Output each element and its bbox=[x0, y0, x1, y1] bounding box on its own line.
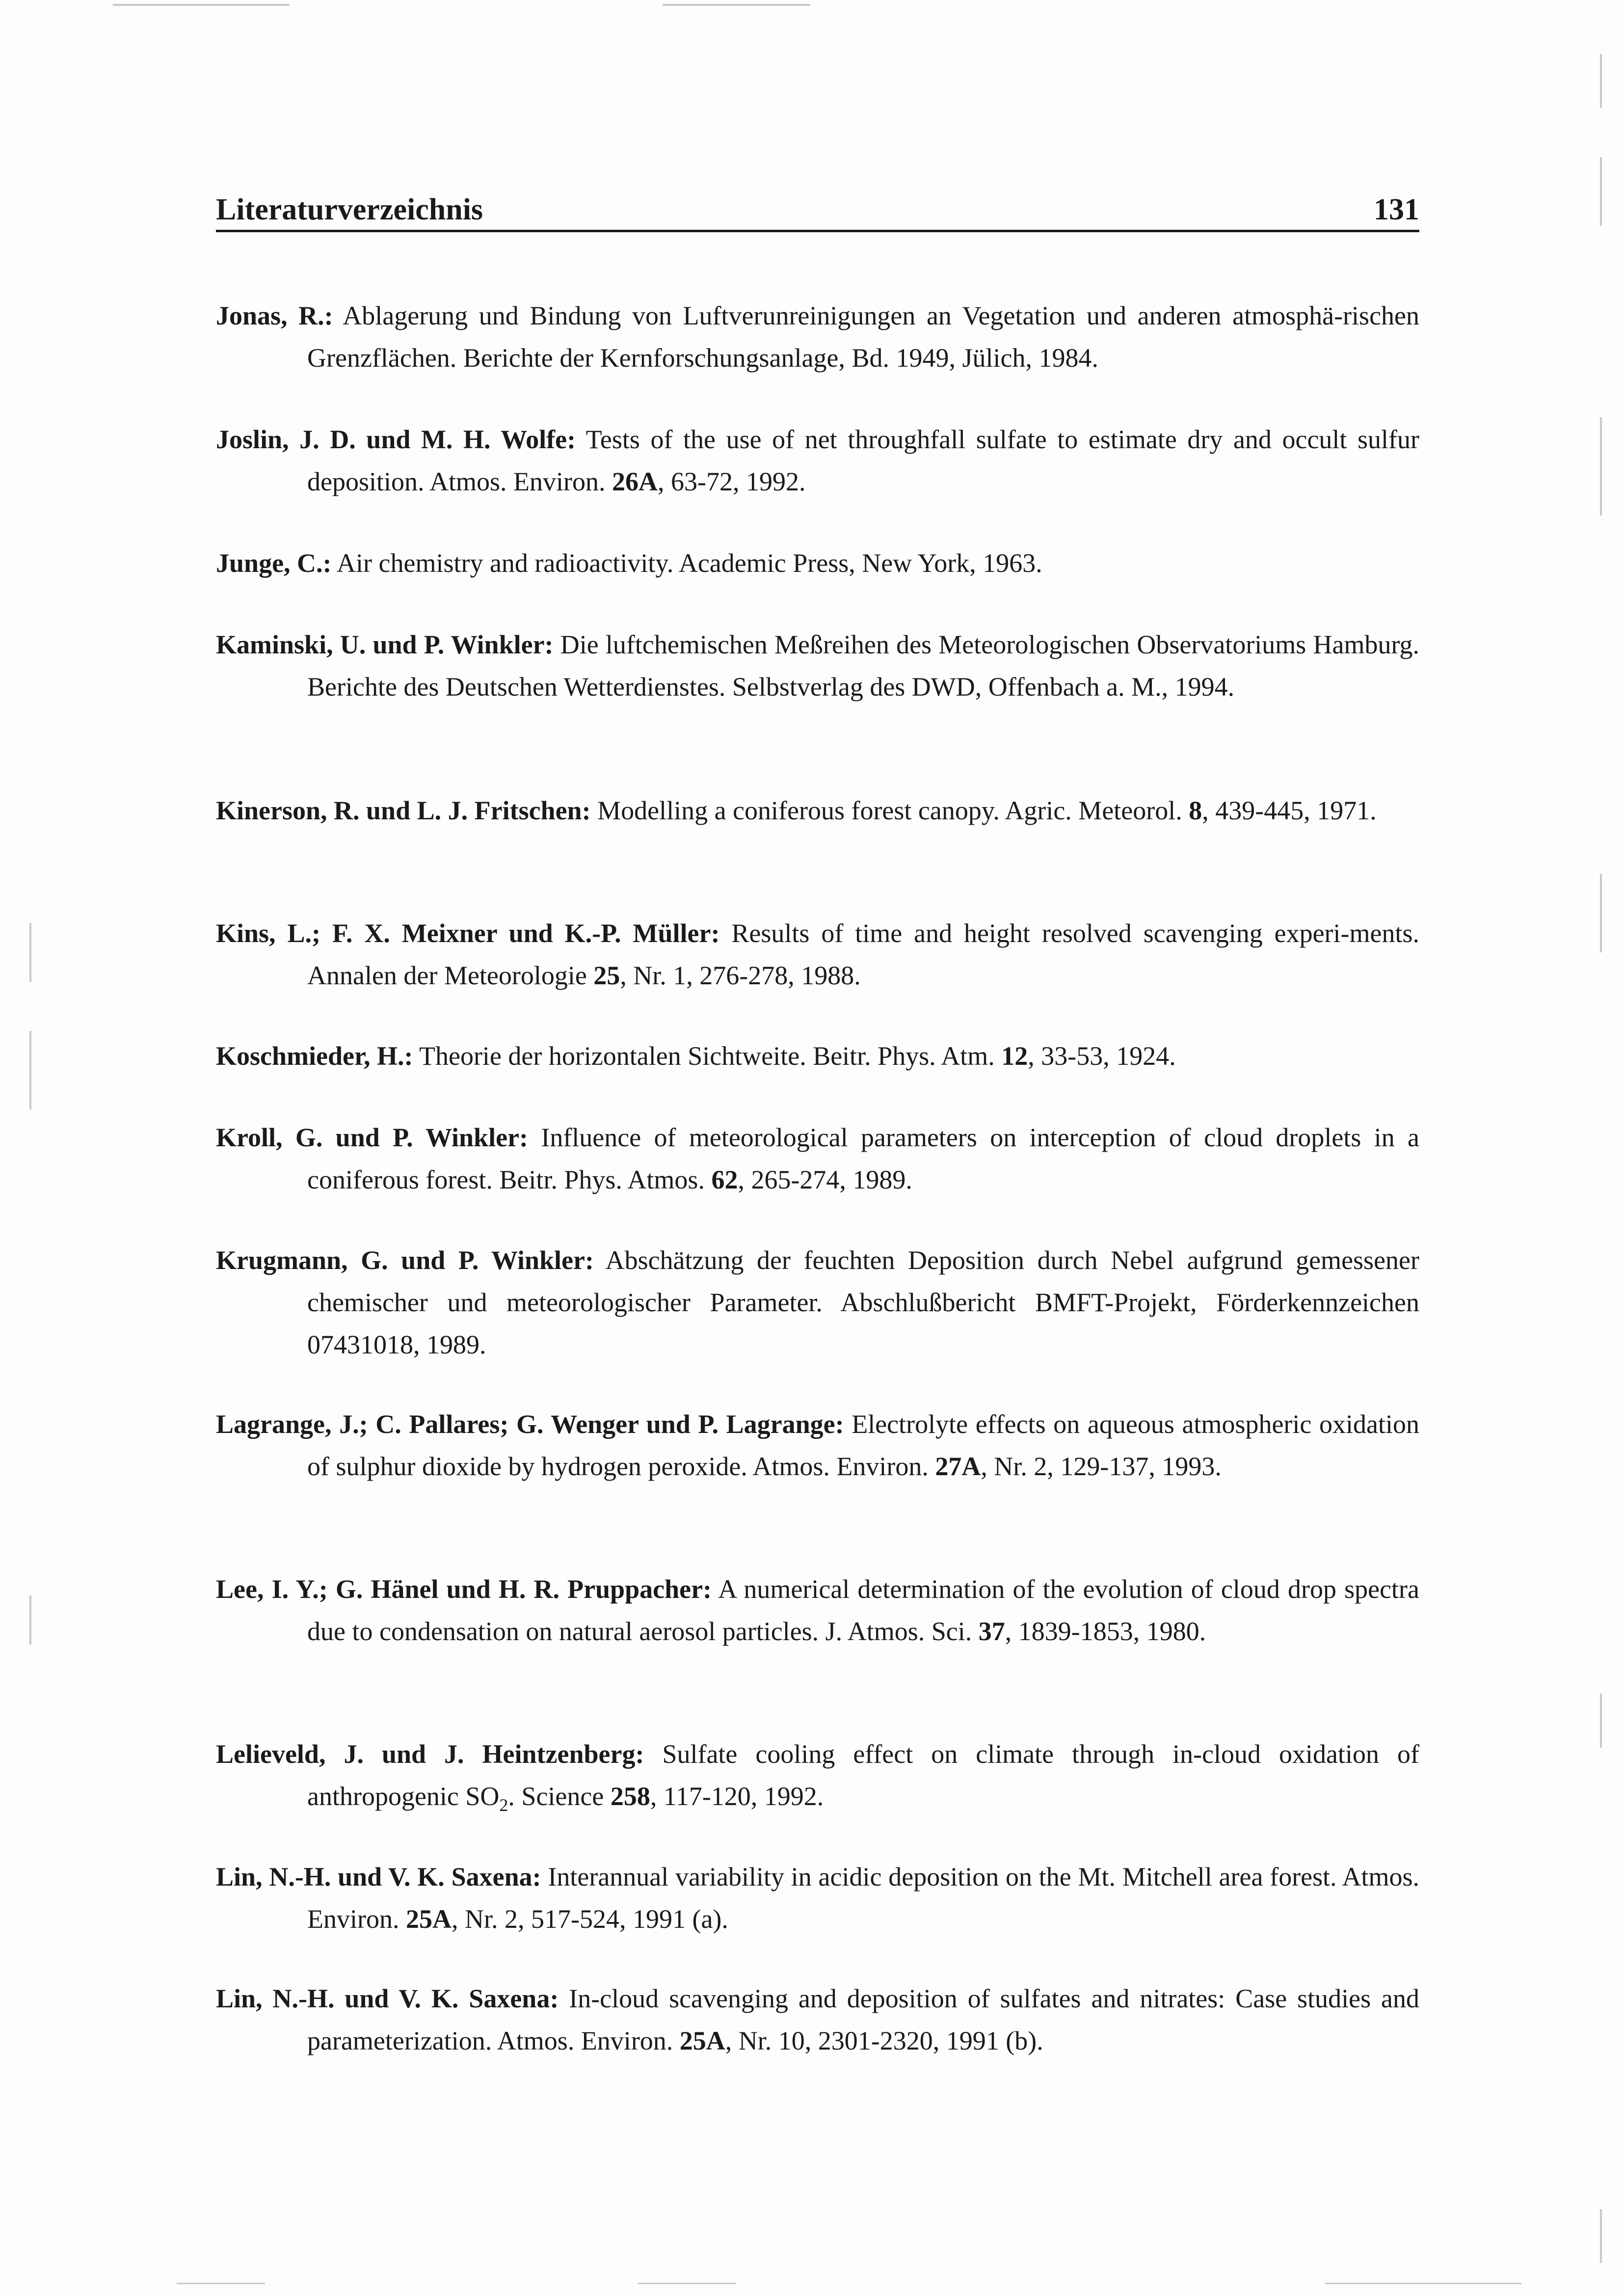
scan-edge-mark bbox=[1600, 157, 1602, 226]
reference-entry bbox=[216, 1568, 1419, 1652]
reference-text: , 439-445, 1971. bbox=[1202, 796, 1377, 825]
reference-text: Interannual variability in acidic deposition on the Mt. Mitchell area forest. Atmos. Environ. bbox=[307, 1862, 1419, 1934]
reference-volume: 62 bbox=[711, 1165, 738, 1194]
scan-edge-mark bbox=[1600, 417, 1602, 515]
scan-edge-mark bbox=[29, 923, 31, 982]
page-number: 131 bbox=[1374, 193, 1419, 226]
reference-authors: Lin, N.-H. und V. K. Saxena: bbox=[216, 1862, 541, 1891]
reference-volume: 12 bbox=[1001, 1041, 1028, 1071]
header-title: Literaturverzeichnis bbox=[216, 193, 483, 226]
reference-authors: Krugmann, G. und P. Winkler: bbox=[216, 1245, 594, 1275]
reference-volume: 8 bbox=[1189, 796, 1202, 825]
scan-edge-mark bbox=[663, 4, 810, 6]
scan-edge-mark bbox=[29, 1595, 31, 1645]
reference-entry bbox=[216, 1035, 1419, 1077]
reference-authors: Kins, L.; F. X. Meixner und K.-P. Müller: bbox=[216, 918, 720, 948]
reference-text: , 33-53, 1924. bbox=[1028, 1041, 1176, 1071]
scan-edge-mark bbox=[1600, 2209, 1602, 2263]
reference-entry bbox=[216, 1403, 1419, 1487]
reference-volume: 26A bbox=[612, 467, 658, 496]
reference-volume: 258 bbox=[610, 1782, 650, 1811]
reference-authors: Kaminski, U. und P. Winkler: bbox=[216, 630, 554, 659]
reference-entry bbox=[216, 1977, 1419, 2062]
reference-text: , Nr. 1, 276-278, 1988. bbox=[620, 961, 861, 990]
reference-entry bbox=[216, 542, 1419, 584]
reference-entry bbox=[216, 1239, 1419, 1366]
reference-text: Ablagerung und Bindung von Luftverunreinigungen an Vegetation und anderen atmosphä-rischen Grenzflächen. Berichte der Kernforschungsanlage, Bd. 1949, Jülich, 1984. bbox=[307, 301, 1419, 373]
reference-authors: Joslin, J. D. und M. H. Wolfe: bbox=[216, 425, 576, 454]
reference-entry bbox=[216, 789, 1419, 832]
reference-authors: Lagrange, J.; C. Pallares; G. Wenger und P. Lagrange: bbox=[216, 1409, 844, 1439]
reference-entry bbox=[216, 1856, 1419, 1940]
reference-volume: 25A bbox=[405, 1904, 452, 1934]
reference-volume: 25A bbox=[679, 2026, 725, 2055]
reference-text: Results of time and height resolved scavenging experi-ments. Annalen der Meteorologie bbox=[307, 918, 1420, 990]
reference-text: , 63-72, 1992. bbox=[658, 467, 806, 496]
reference-text: Air chemistry and radioactivity. Academic Press, New York, 1963. bbox=[331, 548, 1042, 578]
reference-text: , Nr. 10, 2301-2320, 1991 (b). bbox=[725, 2026, 1043, 2055]
reference-text: Abschätzung der feuchten Deposition durch Nebel aufgrund gemessener chemischer und meteorologischer Parameter. Abschlußbericht BMFT-Projekt, Förderkennzeichen 07431018, 1989. bbox=[307, 1245, 1419, 1359]
scan-edge-mark bbox=[29, 1031, 31, 1109]
reference-text: Sulfate cooling effect on climate through in-cloud oxidation of anthropogenic SO bbox=[307, 1739, 1420, 1811]
reference-text: , Nr. 2, 129-137, 1993. bbox=[981, 1452, 1222, 1481]
reference-subscript: 2 bbox=[499, 1795, 508, 1815]
reference-text: Modelling a coniferous forest canopy. Agric. Meteorol. bbox=[590, 796, 1189, 825]
reference-authors: Junge, C.: bbox=[216, 548, 332, 578]
scan-edge-mark bbox=[638, 2283, 736, 2284]
reference-text: A numerical determination of the evolution of cloud drop spectra due to condensation on natural aerosol particles. J. Atmos. Sci. bbox=[307, 1574, 1420, 1646]
reference-authors: Lee, I. Y.; G. Hänel und H. R. Pruppacher: bbox=[216, 1574, 712, 1604]
scan-edge-mark bbox=[1325, 2283, 1521, 2284]
reference-text: , 265-274, 1989. bbox=[738, 1165, 912, 1194]
reference-authors: Kroll, G. und P. Winkler: bbox=[216, 1123, 528, 1152]
reference-text: In-cloud scavenging and deposition of sulfates and nitrates: Case studies and parameterization. Atmos. Environ. bbox=[307, 1984, 1419, 2055]
running-header bbox=[216, 190, 1419, 232]
reference-authors: Kinerson, R. und L. J. Fritschen: bbox=[216, 796, 591, 825]
reference-authors: Lin, N.-H. und V. K. Saxena: bbox=[216, 1984, 559, 2013]
scan-edge-mark bbox=[177, 2283, 265, 2284]
reference-entry bbox=[216, 418, 1419, 503]
scan-edge-mark bbox=[1600, 874, 1602, 952]
reference-entry bbox=[216, 1733, 1419, 1817]
reference-text: . Science bbox=[508, 1782, 611, 1811]
reference-authors: Jonas, R.: bbox=[216, 301, 333, 330]
reference-text: Tests of the use of net throughfall sulfate to estimate dry and occult sulfur deposition. Atmos. Environ. bbox=[307, 425, 1419, 496]
reference-entry bbox=[216, 912, 1419, 997]
reference-authors: Lelieveld, J. und J. Heintzenberg: bbox=[216, 1739, 644, 1769]
reference-entry bbox=[216, 623, 1419, 708]
reference-volume: 25 bbox=[593, 961, 620, 990]
scan-edge-mark bbox=[113, 4, 290, 6]
reference-volume: 27A bbox=[935, 1452, 981, 1481]
reference-text: , Nr. 2, 517-524, 1991 (a). bbox=[451, 1904, 728, 1934]
scan-edge-mark bbox=[1600, 54, 1602, 108]
reference-text: Die luftchemischen Meßreihen des Meteorologischen Observatoriums Hamburg. Berichte des Deutschen Wetterdienstes. Selbstverlag des DWD, Offenbach a. M., 1994. bbox=[307, 630, 1419, 702]
reference-text: Electrolyte effects on aqueous atmospheric oxidation of sulphur dioxide by hydrogen peroxide. Atmos. Environ. bbox=[307, 1409, 1419, 1481]
reference-text: , 1839-1853, 1980. bbox=[1005, 1617, 1206, 1646]
reference-text: , 117-120, 1992. bbox=[650, 1782, 824, 1811]
reference-authors: Koschmieder, H.: bbox=[216, 1041, 413, 1071]
scan-edge-mark bbox=[1600, 1694, 1602, 1748]
reference-entry bbox=[216, 295, 1419, 379]
reference-volume: 37 bbox=[978, 1617, 1005, 1646]
reference-entry bbox=[216, 1116, 1419, 1201]
reference-text: Influence of meteorological parameters on interception of cloud droplets in a coniferous forest. Beitr. Phys. Atmos. bbox=[307, 1123, 1420, 1194]
reference-text: Theorie der horizontalen Sichtweite. Beitr. Phys. Atm. bbox=[413, 1041, 1002, 1071]
